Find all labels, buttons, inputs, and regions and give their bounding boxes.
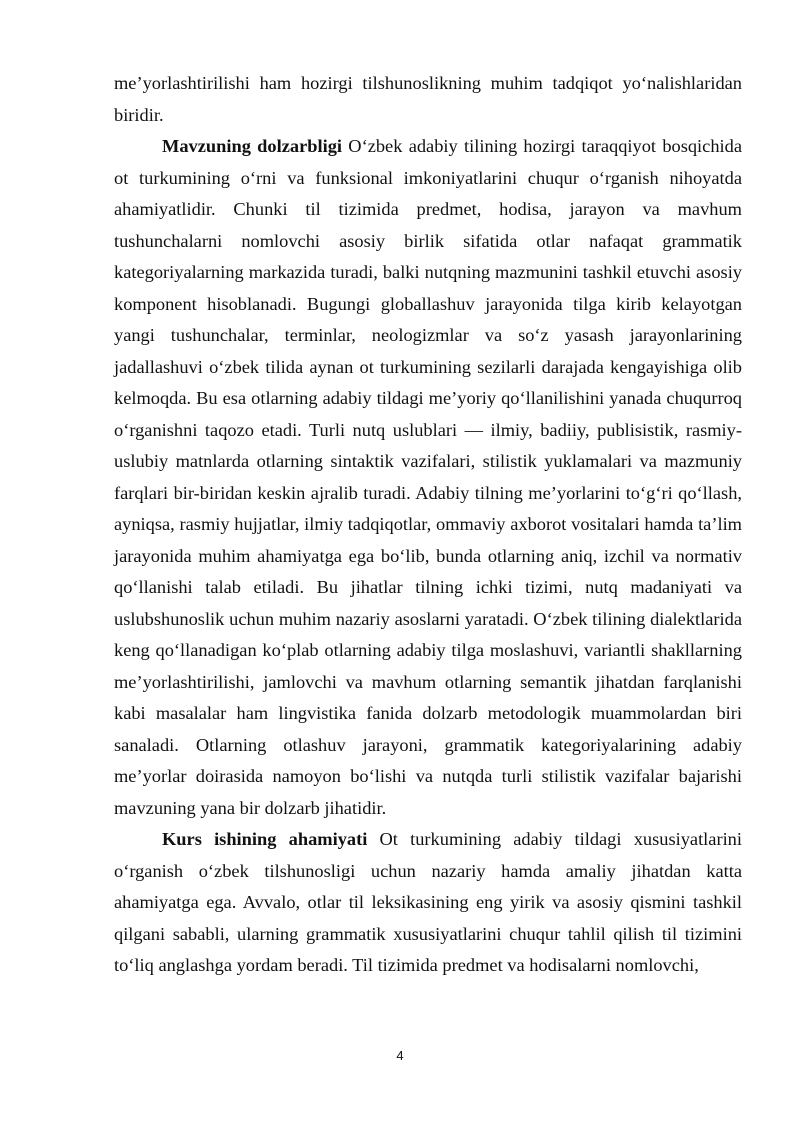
paragraph-text: me’yorlashtirilishi ham hozirgi tilshunoslikning muhim tadqiqot yo‘nalishlaridan biridir. [114, 73, 742, 125]
paragraph-relevance [114, 131, 742, 824]
paragraph-heading: Mavzuning dolzarbligi [162, 136, 342, 156]
paragraph-heading: Kurs ishining ahamiyati [162, 829, 368, 849]
paragraph-significance [114, 824, 742, 982]
page-number: 4 [396, 1048, 404, 1063]
body-text [114, 68, 742, 982]
paragraph-text: Ot turkumining adabiy tildagi xususiyatlarini o‘rganish o‘zbek tilshunosligi uchun nazariy hamda amaliy jihatdan katta ahamiyatga ega. Avvalo, otlar til leksikasining eng yirik va asosiy qismini tashkil qilgani sababli, ularning grammatik xususiyatlarini chuqur tahlil qilish til tizimini to‘liq anglashga yordam beradi. Til tizimida predmet va hodisalarni nomlovchi, [114, 829, 742, 975]
paragraph-continuation [114, 68, 742, 131]
paragraph-text: O‘zbek adabiy tilining hozirgi taraqqiyot bosqichida ot turkumining o‘rni va funksional imkoniyatlarini chuqur o‘rganish nihoyatda ahamiyatlidir. Chunki til tizimida predmet, hodisa, jarayon va mavhum tushunchalarni nomlovchi asosiy birlik sifatida otlar nafaqat grammatik kategoriyalarning markazida turadi, balki nutqning mazmunini tashkil etuvchi asosiy komponent hisoblanadi. Bugungi globallashuv jarayonida tilga kirib kelayotgan yangi tushunchalar, terminlar, neologizmlar va so‘z yasash jarayonlarining jadallashuvi o‘zbek tilida aynan ot turkumining sezilarli darajada kengayishiga olib kelmoqda. Bu esa otlarning adabiy tildagi me’yoriy qo‘llanilishini yanada chuqurroq o‘rganishni taqozo etadi. Turli nutq uslublari — ilmiy, badiiy, publisistik, rasmiy-uslubiy matnlarda otlarning sintaktik vazifalari, stilistik yuklamalari va mazmuniy farqlari bir-biridan keskin ajralib turadi. Adabiy tilning me’yorlarini to‘g‘ri qo‘llash, ayniqsa, rasmiy hujjatlar, ilmiy tadqiqotlar, ommaviy axborot vositalari hamda ta’lim jarayonida muhim ahamiyatga ega bo‘lib, bunda otlarning aniq, izchil va normativ qo‘llanishi talab etiladi. Bu jihatlar tilning ichki tizimi, nutq madaniyati va uslubshunoslik uchun muhim nazariy asoslarni yaratadi. O‘zbek tilining dialektlarida keng qo‘llanadigan ko‘plab otlarning adabiy tilga moslashuvi, variantli shakllarning me’yorlashtirilishi, jamlovchi va mavhum otlarning semantik jihatdan farqlanishi kabi masalalar ham lingvistika fanida dolzarb metodologik muammolardan biri sanaladi. Otlarning otlashuv jarayoni, grammatik kategoriyalarining adabiy me’yorlar doirasida namoyon bo‘lishi va nutqda turli stilistik vazifalar bajarishi mavzuning yana bir dolzarb jihatidir. [114, 136, 742, 818]
